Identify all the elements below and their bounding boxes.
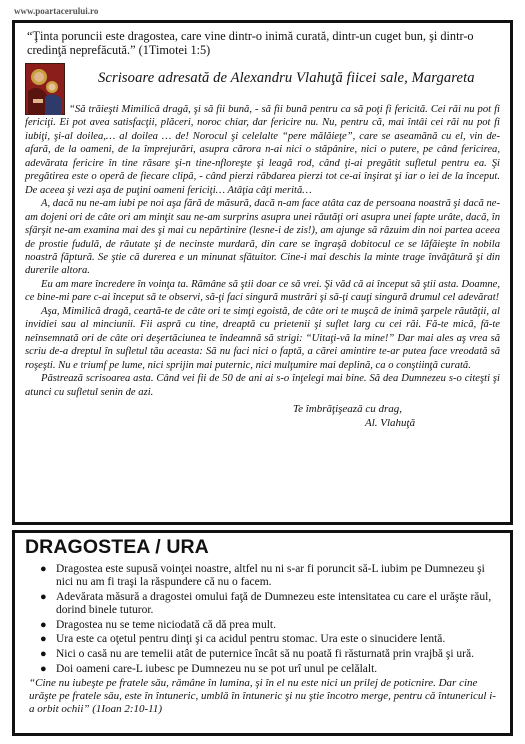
points-list <box>25 563 500 676</box>
letter-paragraph: “Să trăieşti Mimilică dragă, şi să fii bună, - să fii bună pentru ca să poţi fi fericită. Cei răi nu pot fi fericiţi. Ei pot avea satisfacţii, plăceri, noroc chiar, dar fericire nu. Nu, pentru că, mai întâi cei răi nu pot fi iubiţi, şi-al doilea,… al doilea … de! Norocul şi celelalte “pere mălăieţe”, care se aseamănă cu el, vin de-afară, de la oameni, de la împrejurări, asupra cărora n-ai nici o stăpânire, nici o putere, pe când fericirea, adevărata fericire în tine răsare şi-n tine-nfloreşte şi leagă rod, când ţi-ai pregătit sufletul pentru ea. Şi pregătirea este o operă de fiecare clipă, - când pierzi răbdarea pierzi tot ce-ai înşirat şi iar o iei de la început. De aceea şi vezi aşa de puţini oameni fericiţi… Atâţia câţi merită… <box>25 104 500 196</box>
letter-signature: Al. Vlahuţă <box>365 416 416 429</box>
list-item-text: Ura este ca oţetul pentru dinţi şi ca acidul pentru stomac. Ura este o sinucidere lentă. <box>56 633 446 646</box>
letter-paragraph: Eu am mare încredere în voinţa ta. Rămâne să ştii doar ce să vrei. Şi văd că ai început să ştii asta. Doamne, ce bine-mi pare c-ai început să te observi, să-ţi faci singură mustrări şi să-ţi cauţi singură drumul cel adevărat! <box>25 278 500 304</box>
site-url[interactable]: www.poartacerului.ro <box>14 6 99 16</box>
list-item-text: Doi oameni care-L iubesc pe Dumnezeu nu se pot urî unul pe celălalt. <box>56 662 378 675</box>
bullet-icon: ● <box>40 662 47 675</box>
bullet-icon: ● <box>40 618 47 631</box>
list-item <box>40 647 500 661</box>
religious-icon-image <box>25 63 65 115</box>
list-item-text: Dragostea este supusă voinţei noastre, altfel nu ni s-ar fi poruncit să-L iubim pe Dumnezeu şi nici nu am fi traşi la răspundere că nu o facem. <box>56 563 485 589</box>
list-item-text: Nici o casă nu are temelii atât de puternice încât să nu poată fi răsturnată prin vrajbă şi ură. <box>56 647 474 660</box>
letter-header <box>25 63 500 103</box>
letter-paragraph: Aşa, Mimilică dragă, ceartă-te de câte ori te simţi egoistă, de câte ori te muşcă de inimă şarpele răutăţii, al invidiei sau al minciunii. Fii aspră cu tine, dreaptă cu prietenii şi suflet larg cu cei răi. Fă-te mică, fă-te neînsemnată ori de câte ori deşertăciunea te îndeamnă să strigi: “Uitaţi-vă la mine!” Dar mai ales aş vrea să scriu de-a dreptul în sufletul tău aceasta: Să nu faci nici o faptă, a cărei amintire te-ar putea face vreodată să roşeşti. Nu e triumf pe lume, nici sprijin mai puternic, nici mulţumire mai deplină, ca o conştiinţă curată. <box>25 305 500 371</box>
list-item <box>40 662 500 676</box>
bible-verse: “Ţinta poruncii este dragostea, care vine dintr-o inimă curată, dintr-un cuget bun, şi dintr-o credinţă neprefăcută.” (1Timotei 1:5) <box>27 29 474 57</box>
list-item <box>40 563 500 590</box>
bullet-icon: ● <box>40 590 47 603</box>
section-heading: DRAGOSTEA / URA <box>25 536 209 558</box>
list-item <box>40 590 500 618</box>
list-item <box>40 618 500 632</box>
list-item-text: Dragostea nu se teme niciodată că dă prea mult. <box>56 618 277 631</box>
letter-title: Scrisoare adresată de Alexandru Vlahuţă fiicei sale, Margareta <box>98 70 475 86</box>
bullet-icon: ● <box>40 563 47 575</box>
love-hate-section <box>12 530 513 736</box>
bullet-icon: ● <box>40 647 47 660</box>
letter-closing: Te îmbrăţişează cu drag, <box>293 402 402 415</box>
list-item-text: Adevărata măsură a dragostei omului faţă de Dumnezeu este intensitatea cu care el urăşte răul, dorind binele tuturor. <box>56 590 492 617</box>
letter-signature-block <box>25 402 500 430</box>
bullet-icon: ● <box>40 633 47 646</box>
letter-paragraph: Păstrează scrisoarea asta. Când vei fii de 50 de ani ai s-o înţelegi mai bine. Să dea Dumnezeu s-o citeşti şi atunci cu sufletul senin de azi. <box>25 373 500 398</box>
letter-body <box>25 103 500 399</box>
letter-section <box>12 20 513 525</box>
list-item <box>40 633 500 646</box>
bible-quote: “Cine nu iubeşte pe fratele său, rămâne în lumina, şi în el nu este nici un prilej de poticnire. Dar cine urăşte pe fratele său, este în întuneric, umblă în întuneric şi nu ştie încotro merge, pentru că întunericul i-a orbit ochii” (1Ioan 2:10-11) <box>29 677 496 715</box>
letter-paragraph: A, dacă nu ne-am iubi pe noi aşa fără de măsură, dacă n-am face atâta caz de persoana noastră şi dacă ne-am dojeni ori de câte ori am minţit sau ne-am surprins asupra unei răutăţi ori asupra unei fapte urâte, dacă, în sfârşit ne-am examina mai des şi mai cu nepărtinire (lesne-i de zis!), am ajunge să răzuim din noi partea aceea de prostie fudulă, de răutate şi de necinste murdară, din care se îngraşă dobitocul ce se lăfăieşte în nobila noastră făptură. Se ştie că durerea e un minunat sfătuitor. Cine-i mai deschis la minte trage învăţătură şi din durerile altora. <box>25 198 500 277</box>
